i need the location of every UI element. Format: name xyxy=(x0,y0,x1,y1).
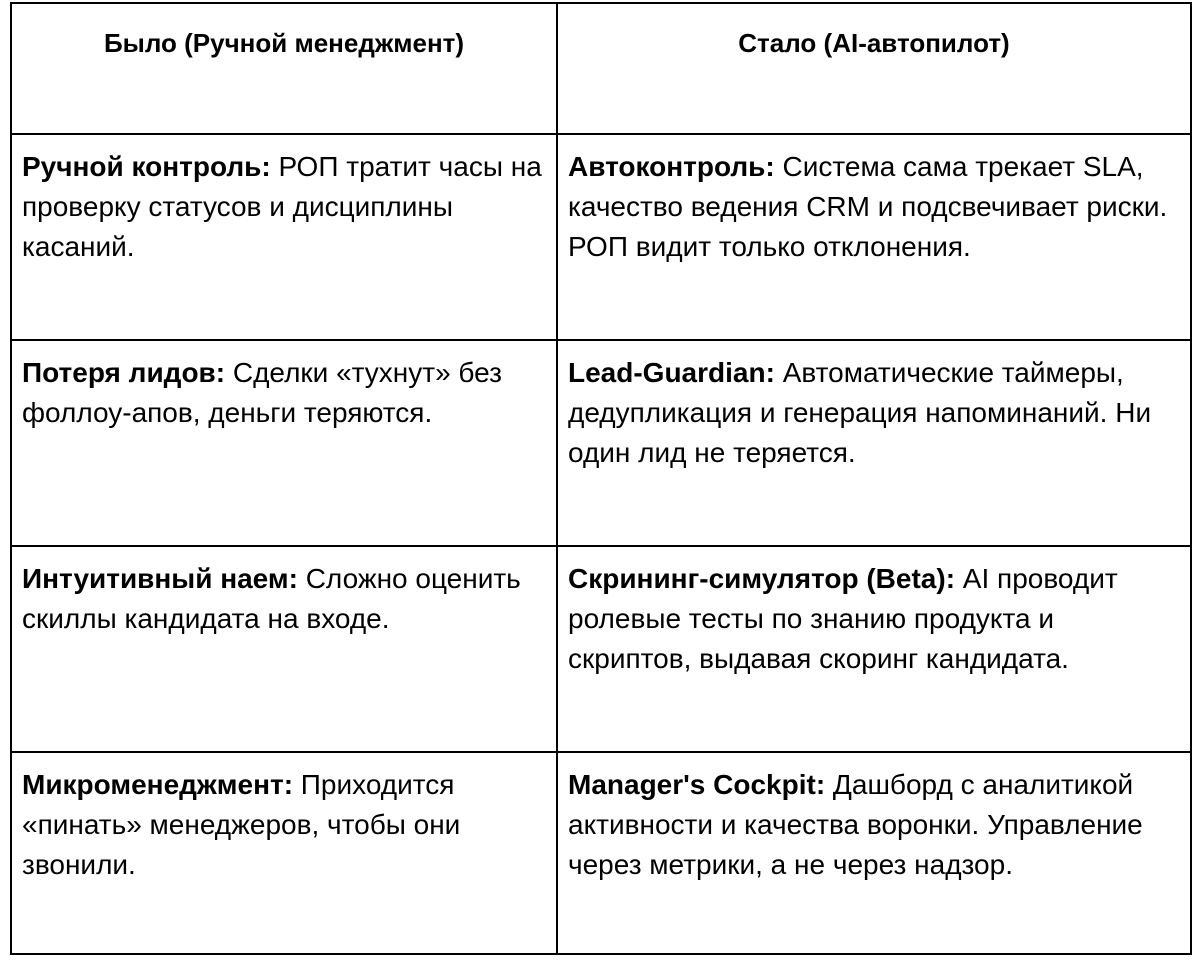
after-text: Дашборд с аналитикой активности и качества воронки. Управление через метрики, а не через надзор. xyxy=(568,769,1143,880)
cell-after xyxy=(557,752,1191,954)
before-text: Приходится «пинать» менеджеров, чтобы они звонили. xyxy=(22,769,461,880)
before-term: Интуитивный наем: xyxy=(22,563,298,594)
before-term: Потеря лидов: xyxy=(22,357,226,388)
header-row xyxy=(11,3,1191,134)
table-row xyxy=(11,340,1191,546)
before-term: Ручной контроль: xyxy=(22,151,271,182)
after-text: Система сама трекает SLA, качество ведения CRM и подсвечивает риски. РОП видит только отклонения. xyxy=(568,151,1168,262)
table-row xyxy=(11,134,1191,340)
after-term: Manager's Cockpit: xyxy=(568,769,826,800)
after-text: Автоматические таймеры, дедупликация и генерация напоминаний. Ни один лид не теряется. xyxy=(568,357,1152,468)
table-row xyxy=(11,546,1191,752)
table-row xyxy=(11,752,1191,954)
cell-after xyxy=(557,546,1191,752)
cell-before xyxy=(11,134,557,340)
cell-after xyxy=(557,134,1191,340)
after-term: Скрининг-симулятор (Beta): xyxy=(568,563,956,594)
comparison-table xyxy=(10,2,1192,955)
header-after: Стало (AI-автопилот) xyxy=(557,3,1191,134)
header-before: Было (Ручной менеджмент) xyxy=(11,3,557,134)
cell-before xyxy=(11,546,557,752)
cell-before xyxy=(11,752,557,954)
cell-after xyxy=(557,340,1191,546)
after-text: AI проводит ролевые тесты по знанию продукта и скриптов, выдавая скоринг кандидата. xyxy=(568,563,1118,674)
before-term: Микроменеджмент: xyxy=(22,769,294,800)
before-text: РОП тратит часы на проверку статусов и дисциплины касаний. xyxy=(22,151,542,262)
before-text: Сделки «тухнут» без фоллоу-апов, деньги теряются. xyxy=(22,357,502,428)
cell-before xyxy=(11,340,557,546)
before-text: Сложно оценить скиллы кандидата на входе. xyxy=(22,563,521,634)
after-term: Автоконтроль: xyxy=(568,151,775,182)
after-term: Lead-Guardian: xyxy=(568,357,775,388)
